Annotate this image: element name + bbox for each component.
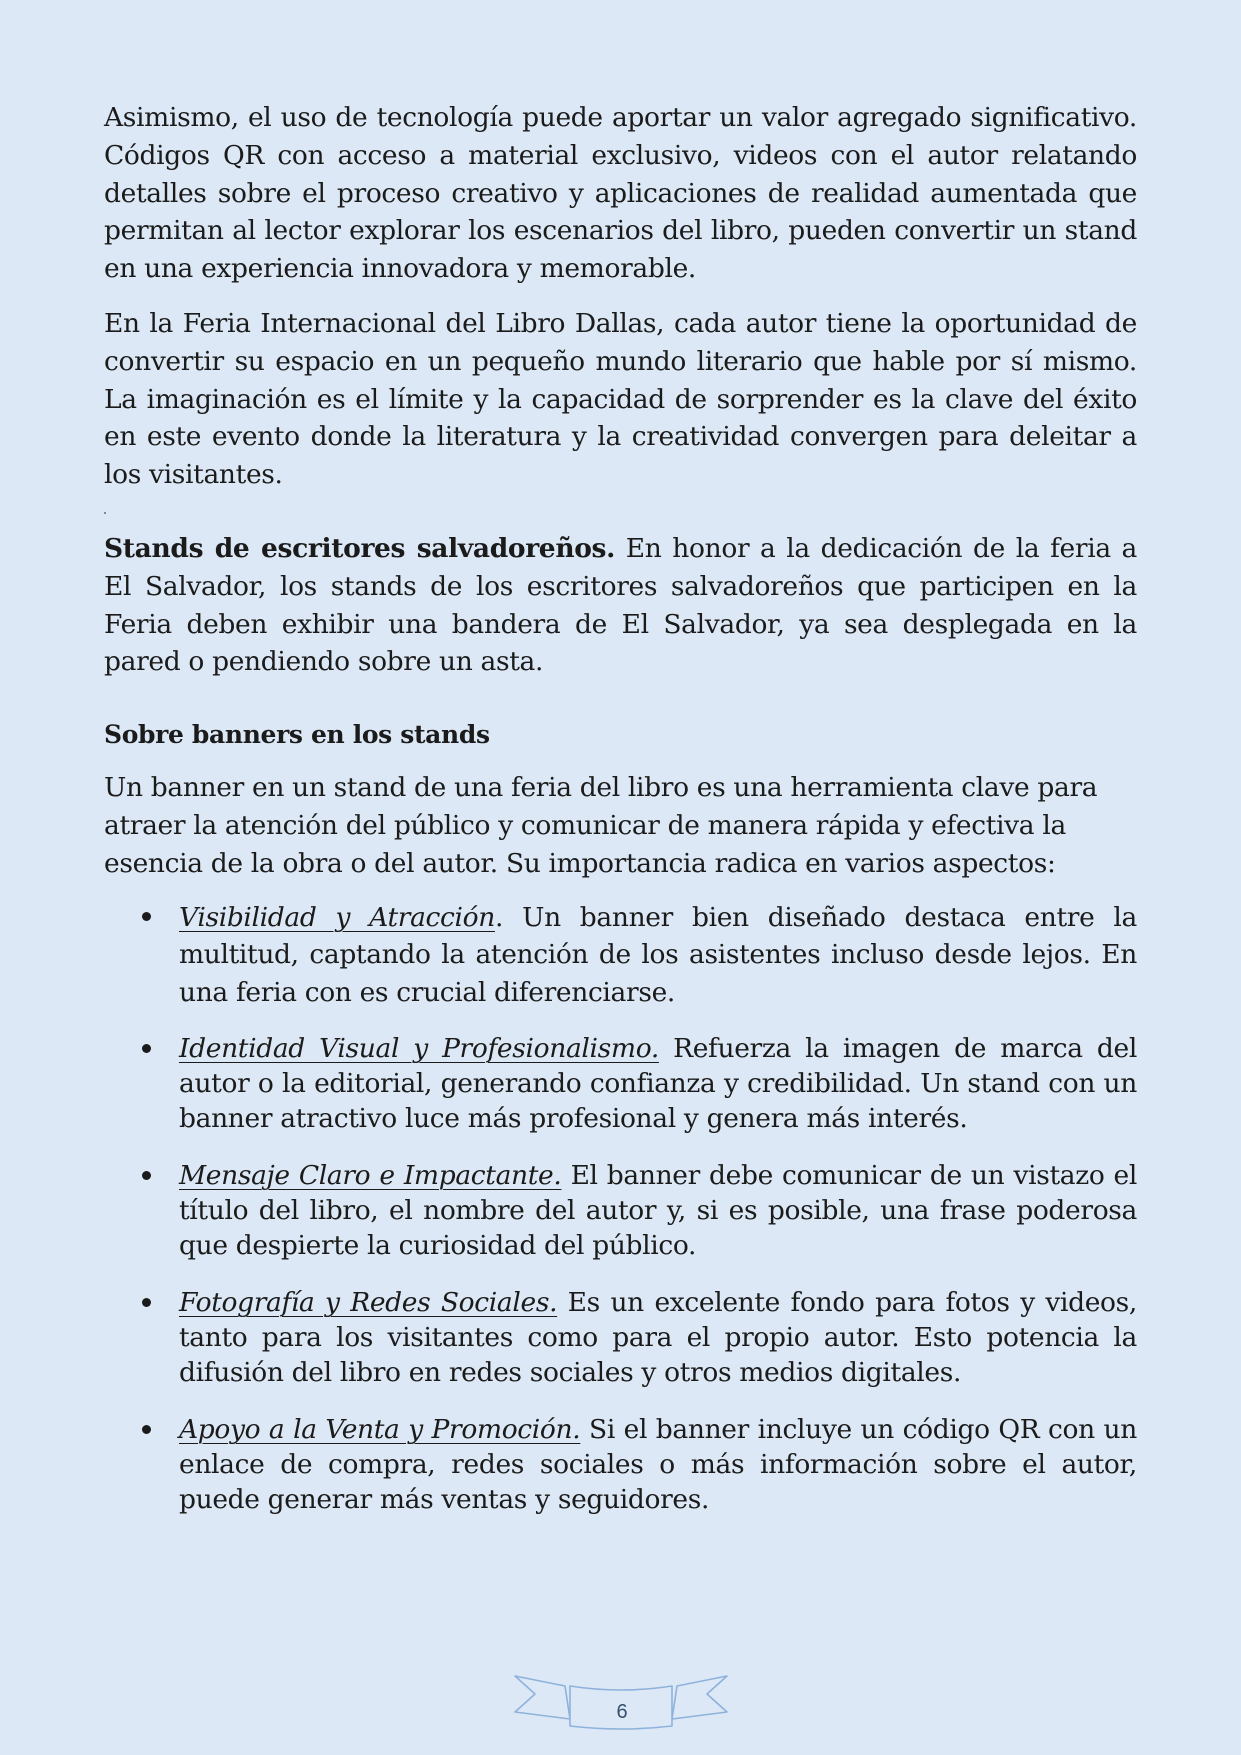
list-item [179, 1031, 1137, 1136]
bullet-term: Fotografía y Redes Sociales. [179, 1286, 558, 1318]
paragraph-body: En honor a la dedicación de la feria a El Salvador, los stands de los escritores salvadoreños que participen en la Feria deben exhibir una bandera de El Salvador, ya sea desplegada en la pared o pendiendo sobre un asta. [104, 532, 1138, 678]
paragraph-technology: Asimismo, el uso de tecnología puede aportar un valor agregado significativo. Códigos QR con acceso a material exclusivo, videos con el autor relatando detalles sobre el proceso creativo y aplicaciones de realidad aumentada que permitan al lector explorar los escenarios del libro, pueden convertir un stand en una experiencia innovadora y memorable. [104, 102, 1137, 285]
bullet-list [104, 899, 1137, 1517]
spacer [104, 494, 1137, 530]
paragraph-banner-intro: Un banner en un stand de una feria del libro es una herramienta clave para atraer la atención del público y comunicar de manera rápida y efectiva la esencia de la obra o del autor. Su importancia radica en varios aspectos: [104, 772, 1098, 879]
list-item [179, 1158, 1137, 1263]
paragraph-salvadorenos [104, 530, 1137, 681]
bullet-term: Visibilidad y Atracción [179, 901, 495, 933]
list-item [179, 1412, 1137, 1517]
page-number: 6 [616, 1701, 628, 1723]
bullet-term: Apoyo a la Venta y Promoción. [179, 1413, 581, 1445]
stray-dot [104, 512, 106, 514]
bullet-text: El banner debe comunicar de un vistazo el título del libro, el nombre del autor y, si es posible, una frase poderosa que despierte la curiosidad del público. [179, 1159, 1137, 1261]
list-item [179, 1285, 1137, 1390]
paragraph-lead: Stands de escritores salvadoreños. [104, 532, 616, 564]
bullet-term: Identidad Visual y Profesionalismo. [179, 1032, 659, 1064]
bullet-text: Es un excelente fondo para fotos y videos, tanto para los visitantes como para el propio autor. Esto potencia la difusión del libro en redes sociales y otros medios digitales. [179, 1286, 1137, 1388]
bullet-text: . Un banner bien diseñado destaca entre la multitud, captando la atención de los asistentes incluso desde lejos. En una feria con es crucial diferenciarse. [179, 901, 1138, 1009]
bullet-text: Refuerza la imagen de marca del autor o la editorial, generando confianza y credibilidad. Un stand con un banner atractivo luce más profesional y genera más interés. [179, 1032, 1137, 1134]
paragraph-feria: En la Feria Internacional del Libro Dallas, cada autor tiene la oportunidad de convertir su espacio en un pequeño mundo literario que hable por sí mismo. La imaginación es el límite y la capacidad de sorprender es la clave del éxito en este evento donde la literatura y la creatividad convergen para deleitar a los visitantes. [104, 307, 1137, 491]
bullet-text: Si el banner incluye un código QR con un enlace de compra, redes sociales o más información sobre el autor, puede generar más ventas y seguidores. [179, 1413, 1137, 1515]
section-heading: Sobre banners en los stands [104, 720, 490, 750]
page-body [104, 99, 1137, 1539]
bullet-term: Mensaje Claro e Impactante. [179, 1159, 562, 1191]
list-item [179, 899, 1137, 1012]
